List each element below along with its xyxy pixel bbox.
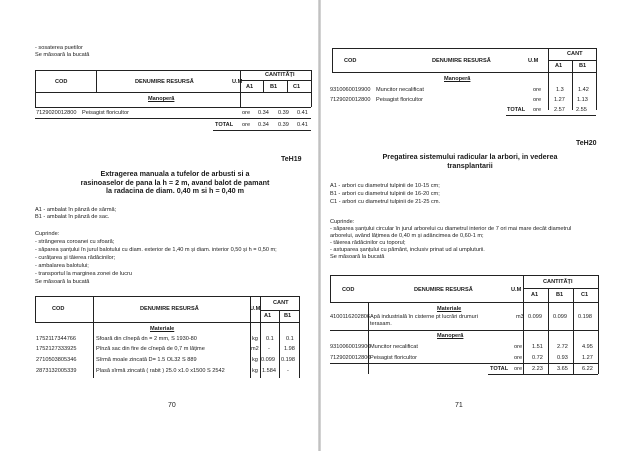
row-value-a1: 1.51 (532, 344, 543, 350)
section-label: Materiale (150, 326, 175, 332)
col-header-um: U.M (511, 287, 522, 293)
row-value-a1: 0.72 (532, 355, 543, 361)
cuprinde-item: - săparea șanțului circular în jurul arborelui cu diametrul interior de 7 ori mai mare decât diametrul (330, 226, 572, 232)
col-header-b1: B1 (284, 313, 292, 319)
variant-item: B1 - arbori cu diametrul tulpinii de 16-20 cm; (330, 191, 440, 197)
total-um: ore (242, 122, 251, 128)
intro-line: - sosaterea puetilor (35, 45, 83, 51)
row-um: ore (514, 355, 523, 361)
row-um: kg (252, 368, 258, 374)
cuprinde-label: Cuprinde: (35, 231, 60, 237)
col-header-a1: A1 (246, 84, 254, 90)
col-header-quantities: CANT (567, 51, 583, 57)
page-number: 71 (455, 402, 463, 409)
col-header-code: COD (52, 306, 65, 312)
row-value-a1: 1.584 (262, 368, 276, 374)
row-um: kg (252, 357, 258, 363)
col-header-b1: B1 (556, 292, 564, 298)
row-value-a1: 0.099 (528, 314, 542, 320)
norm-code: TeH20 (576, 140, 597, 147)
row-value-b1: 1.98 (284, 346, 295, 352)
row-code: 1752127333925 (36, 346, 77, 352)
row-code: 9310060019900 (330, 344, 371, 350)
col-header-resource: DENUMIRE RESURSĂ (432, 58, 491, 64)
row-value-b1: 0.099 (553, 314, 567, 320)
row-resource: Sîrmă moale zincată D= 1.5 OL32 S 889 (96, 357, 197, 363)
total-label: TOTAL (507, 107, 526, 113)
variant-item: C1 - arbori cu diametrul tulpinii de 21-25 cm. (330, 199, 441, 205)
row-um: m3 (516, 314, 524, 320)
row-value-c1: 0.41 (297, 110, 308, 116)
row-resource: Apă industrială în cisterne pt lucrări drumuri (370, 314, 478, 320)
row-value-c1: 4.95 (582, 344, 593, 350)
col-header-code: COD (344, 58, 357, 64)
row-um: kg (252, 336, 258, 342)
section-title: Pregatirea sistemului radicular la arbori, in vederea transplantarii (382, 152, 558, 170)
row-value-b1: 0.1 (286, 336, 294, 342)
row-code: 2710503805346 (36, 357, 77, 363)
row-resource: Sfoară din cînepă dn = 2 mm, S 1930-80 (96, 336, 197, 342)
row-resource: Muncitor necalificat (370, 344, 418, 350)
col-header-b1: B1 (579, 63, 587, 69)
col-header-a1: A1 (264, 313, 272, 319)
row-code: 2873132005339 (36, 368, 77, 374)
section-label: Manoperă (444, 76, 471, 82)
row-um: m2 (251, 346, 259, 352)
cuprinde-item: Se măsoară la bucată (35, 279, 90, 285)
variant-item: A1 - arbori cu diametrul tulpinii de 10-15 cm; (330, 183, 440, 189)
col-header-code: COD (55, 79, 68, 85)
col-header-b1: B1 (270, 84, 278, 90)
row-code: 7129020012800 (330, 355, 371, 361)
intro-line: Se măsoară la bucată (35, 52, 90, 58)
col-header-um: U.M (250, 306, 261, 312)
col-header-quantities: CANTITĂȚI (265, 72, 295, 78)
col-header-a1: A1 (555, 63, 563, 69)
row-value-a1: 0.1 (266, 336, 274, 342)
row-resource: Plasă sîrmă zincată ( rabit ) 25.0 x1.0 x1500 S 2542 (96, 368, 225, 374)
section-label: Manoperă (148, 96, 175, 102)
row-value-b1: 1.13 (577, 97, 588, 103)
col-header-resource: DENUMIRE RESURSĂ (414, 287, 473, 293)
row-value-c1: 1.27 (582, 355, 593, 361)
cuprinde-item: arborelui, având lățimea de 0,40 m și adâncimea de 0,60-1 m; (330, 233, 484, 239)
row-code: 4100116202806 (330, 314, 371, 320)
total-label: TOTAL (215, 122, 234, 128)
col-header-um: U.M (232, 79, 243, 85)
total-label: TOTAL (490, 366, 509, 372)
row-value-b1: 2.72 (557, 344, 568, 350)
row-code: 7129020012800 (330, 97, 371, 103)
norm-code: TeH19 (281, 156, 302, 163)
row-value-a1: 0.34 (258, 110, 269, 116)
cuprinde-label: Cuprinde: (330, 219, 355, 225)
section-label: Materiale (437, 306, 462, 312)
section-label: Manoperă (437, 333, 464, 339)
row-resource: Peisagist floricultor (82, 110, 129, 116)
row-resource: Peisagist floricultor (376, 97, 423, 103)
cuprinde-item: - astuparea șanțului cu pământ, inclusiv prinat ud al umpluturii. (330, 247, 485, 253)
col-header-quantities: CANT (273, 300, 289, 306)
total-c1: 0.41 (297, 122, 308, 128)
total-b1: 0.39 (278, 122, 289, 128)
total-b1: 2.55 (576, 107, 587, 113)
cuprinde-item: Se măsoară la bucată (330, 254, 385, 260)
row-value-b1: - (287, 368, 289, 374)
row-um: ore (242, 110, 251, 116)
total-a1: 2.23 (532, 366, 543, 372)
row-value-b1: 0.39 (278, 110, 289, 116)
col-header-resource: DENUMIRE RESURSĂ (135, 79, 194, 85)
total-a1: 0.34 (258, 122, 269, 128)
cuprinde-item: - săparea șanțului în jurul balotului cu diam. exterior de 1,40 m și diam. interior 0,50 și h = 0,50 m; (35, 247, 277, 253)
row-value-b1: 0.198 (281, 357, 295, 363)
cuprinde-item: - strângerea coroanei cu sfoară; (35, 239, 115, 245)
row-um: ore (533, 87, 542, 93)
cuprinde-item: - tăierea rădăcinilor cu toporul; (330, 240, 406, 246)
row-value-a1: - (268, 346, 270, 352)
row-value-a1: 0.099 (261, 357, 275, 363)
col-header-c1: C1 (581, 292, 589, 298)
row-value-c1: 0.198 (578, 314, 592, 320)
total-c1: 6.22 (582, 366, 593, 372)
row-code: 7129020012800 (36, 110, 77, 116)
total-a1: 2.57 (554, 107, 565, 113)
variant-item: B1 - ambalat în pânză de sac. (35, 214, 110, 220)
row-um: ore (514, 344, 523, 350)
col-header-code: COD (342, 287, 355, 293)
col-header-um: U.M (528, 58, 539, 64)
right-page (320, 0, 638, 451)
row-um: ore (533, 97, 542, 103)
cuprinde-item: - curățarea și tăierea rădăcinilor; (35, 255, 116, 261)
total-um: ore (533, 107, 542, 113)
row-value-b1: 1.42 (578, 87, 589, 93)
total-b1: 3.65 (557, 366, 568, 372)
row-value-a1: 1.27 (554, 97, 565, 103)
total-um: ore (514, 366, 523, 372)
row-value-a1: 1.3 (556, 87, 564, 93)
row-value-b1: 0.93 (557, 355, 568, 361)
variant-item: A1 - ambalat în pânză de sârmă; (35, 207, 117, 213)
col-header-resource: DENUMIRE RESURSĂ (140, 306, 199, 312)
row-code: 9310060019900 (330, 87, 371, 93)
row-resource: Pînză sac din fire de cînepă de 0,7 m lățime (96, 346, 205, 352)
section-title: Extragerea manuala a tufelor de arbusti si a rasinoaselor de pana la h = 2 m, avand balot de pamant la radacina de diam. 0,40 m si h = 0,40 m (80, 169, 270, 196)
page-number: 70 (168, 402, 176, 409)
row-resource: Peisagist floricultor (370, 355, 417, 361)
row-code: 1752117344766 (36, 336, 77, 342)
col-header-a1: A1 (531, 292, 539, 298)
col-header-c1: C1 (293, 84, 301, 90)
row-resource-cont: terasam. (370, 321, 392, 327)
cuprinde-item: - ambalarea balotului; (35, 263, 89, 269)
col-header-quantities: CANTITĂȚI (543, 279, 573, 285)
cuprinde-item: - transportul la marginea zonei de lucru (35, 271, 133, 277)
row-resource: Muncitor necalificat (376, 87, 424, 93)
